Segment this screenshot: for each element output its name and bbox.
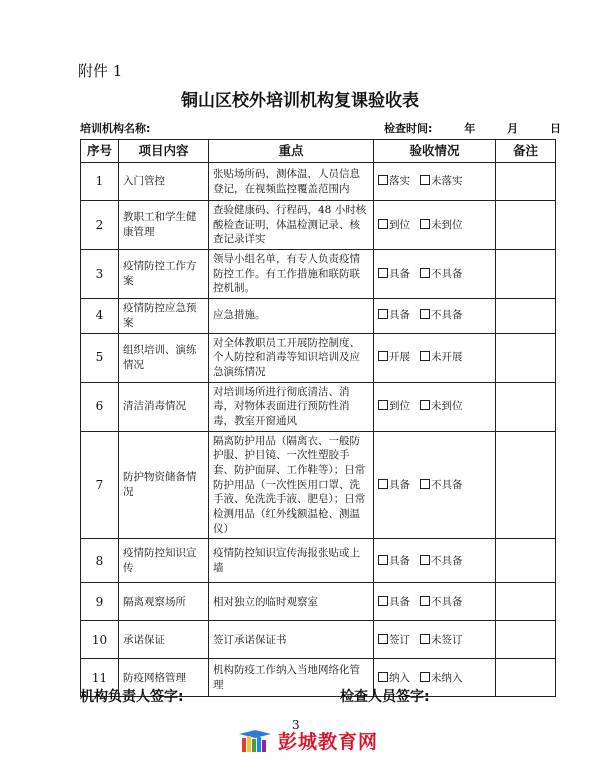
table-row (81, 333, 556, 382)
row-item: 承诺保证 (119, 621, 209, 659)
row-check-options (374, 201, 496, 250)
row-item: 入门管控 (119, 163, 209, 201)
check-time-line (384, 120, 561, 136)
col-header-key: 重点 (209, 140, 374, 163)
row-remark[interactable] (496, 333, 556, 382)
row-number: 8 (81, 539, 119, 583)
table-row (81, 163, 556, 201)
check-option-pass[interactable]: 具备 (378, 309, 410, 321)
inspection-table (80, 139, 556, 697)
check-option-fail[interactable]: 未到位 (420, 400, 463, 412)
table-row (81, 583, 556, 621)
check-option-pass[interactable]: 开展 (378, 351, 410, 363)
check-option-fail[interactable]: 不具备 (420, 268, 463, 280)
row-number: 5 (81, 333, 119, 382)
check-option-pass[interactable]: 纳入 (378, 672, 410, 684)
check-option-pass[interactable]: 具备 (378, 479, 410, 491)
row-key-points: 隔离防护用品（隔离衣、一般防护服、护目镜、一次性塑胶手套、防护面屏、工作鞋等）；日常防护用品（一次性医用口罩、洗手液、免洗洗手液、肥皂）；日常检测用品（红外线额温枪、测温仪） (209, 431, 374, 539)
checkbox-icon[interactable] (378, 309, 388, 319)
row-remark[interactable] (496, 659, 556, 697)
check-time-label: 检查时间: (384, 122, 433, 135)
checkbox-icon[interactable] (420, 175, 430, 185)
row-key-points: 对培训场所进行彻底清洁、消毒，对物体表面进行预防性消毒，教室开窗通风 (209, 382, 374, 431)
table-header-row (81, 140, 556, 163)
checkbox-icon[interactable] (378, 479, 388, 489)
org-name-label: 培训机构名称: (80, 122, 151, 135)
row-key-points: 签订承诺保证书 (209, 621, 374, 659)
checkbox-icon[interactable] (378, 596, 388, 606)
row-key-points: 查验健康码、行程码，48 小时核酸检查证明，体温检测记录、核查记录详实 (209, 201, 374, 250)
row-remark[interactable] (496, 163, 556, 201)
table-row (81, 201, 556, 250)
checkbox-icon[interactable] (378, 175, 388, 185)
page-number: 3 (292, 718, 300, 732)
check-option-fail[interactable]: 未签订 (420, 634, 463, 646)
table-row (81, 539, 556, 583)
row-item: 防疫网格管理 (119, 659, 209, 697)
row-item: 清洁消毒情况 (119, 382, 209, 431)
checkbox-icon[interactable] (378, 555, 388, 565)
row-remark[interactable] (496, 201, 556, 250)
row-remark[interactable] (496, 621, 556, 659)
row-remark[interactable] (496, 382, 556, 431)
row-number: 4 (81, 299, 119, 333)
row-number: 9 (81, 583, 119, 621)
check-option-fail[interactable]: 未纳入 (420, 672, 463, 684)
check-option-pass[interactable]: 落实 (378, 175, 410, 187)
checkbox-icon[interactable] (378, 268, 388, 278)
row-key-points: 机构防疫工作纳入当地网络化管理 (209, 659, 374, 697)
row-number: 3 (81, 250, 119, 299)
row-check-options (374, 333, 496, 382)
checkbox-icon[interactable] (420, 596, 430, 606)
row-number: 2 (81, 201, 119, 250)
row-item: 教职工和学生健康管理 (119, 201, 209, 250)
checkbox-icon[interactable] (378, 672, 388, 682)
inspector-signature-label: 检查人员签字: (340, 689, 430, 705)
table-row (81, 250, 556, 299)
row-check-options (374, 382, 496, 431)
row-check-options (374, 250, 496, 299)
row-key-points: 对全体教职员工开展防控制度、个人防控和消毒等知识培训及应急演练情况 (209, 333, 374, 382)
check-option-fail[interactable]: 不具备 (420, 479, 463, 491)
row-remark[interactable] (496, 583, 556, 621)
row-item: 疫情防控应急预案 (119, 299, 209, 333)
check-option-fail[interactable]: 不具备 (420, 309, 463, 321)
row-remark[interactable] (496, 299, 556, 333)
check-option-pass[interactable]: 到位 (378, 219, 410, 231)
row-item: 疫情防控工作方案 (119, 250, 209, 299)
check-option-fail[interactable]: 不具备 (420, 555, 463, 567)
col-header-check: 验收情况 (374, 140, 496, 163)
row-remark[interactable] (496, 431, 556, 539)
checkbox-icon[interactable] (378, 219, 388, 229)
table-row (81, 299, 556, 333)
checkbox-icon[interactable] (420, 634, 430, 644)
checkbox-icon[interactable] (420, 351, 430, 361)
row-number: 7 (81, 431, 119, 539)
check-option-pass[interactable]: 具备 (378, 596, 410, 608)
row-check-options (374, 299, 496, 333)
row-key-points: 相对独立的临时观察室 (209, 583, 374, 621)
table-row (81, 621, 556, 659)
month-label: 月 (507, 122, 519, 135)
check-option-fail[interactable]: 未落实 (420, 175, 463, 187)
checkbox-icon[interactable] (420, 672, 430, 682)
check-option-fail[interactable]: 未到位 (420, 219, 463, 231)
row-check-options (374, 431, 496, 539)
checkbox-icon[interactable] (420, 268, 430, 278)
table-row (81, 382, 556, 431)
row-number: 11 (81, 659, 119, 697)
checkbox-icon[interactable] (420, 309, 430, 319)
row-key-points: 疫情防控知识宣传海报张贴或上墙 (209, 539, 374, 583)
col-header-no: 序号 (81, 140, 119, 163)
row-check-options (374, 163, 496, 201)
check-option-pass[interactable]: 到位 (378, 400, 410, 412)
check-option-fail[interactable]: 未开展 (420, 351, 463, 363)
watermark-text: 彭城教育网 (278, 730, 379, 753)
row-item: 隔离观察场所 (119, 583, 209, 621)
year-label: 年 (464, 122, 476, 135)
row-check-options (374, 539, 496, 583)
check-option-pass[interactable]: 具备 (378, 555, 410, 567)
check-option-pass[interactable]: 具备 (378, 268, 410, 280)
checkbox-icon[interactable] (378, 634, 388, 644)
row-item: 疫情防控知识宣传 (119, 539, 209, 583)
row-check-options (374, 583, 496, 621)
row-key-points: 张贴场所码，测体温，人员信息登记，在视频监控覆盖范围内 (209, 163, 374, 201)
form-title: 铜山区校外培训机构复课验收表 (181, 91, 419, 111)
row-remark[interactable] (496, 250, 556, 299)
row-key-points: 领导小组名单，有专人负责疫情防控工作。有工作措施和联防联控机制。 (209, 250, 374, 299)
row-item: 防护物资储备情况 (119, 431, 209, 539)
watermark-logo (236, 726, 378, 754)
row-remark[interactable] (496, 539, 556, 583)
row-number: 10 (81, 621, 119, 659)
books-logo-icon (236, 726, 274, 754)
row-key-points: 应急措施。 (209, 299, 374, 333)
checkbox-icon[interactable] (378, 351, 388, 361)
row-item: 组织培训、演练情况 (119, 333, 209, 382)
checkbox-icon[interactable] (420, 400, 430, 410)
row-check-options (374, 621, 496, 659)
checkbox-icon[interactable] (420, 479, 430, 489)
col-header-remark: 备注 (496, 140, 556, 163)
checkbox-icon[interactable] (420, 555, 430, 565)
org-head-signature-label: 机构负责人签字: (80, 689, 184, 705)
row-number: 1 (81, 163, 119, 201)
row-number: 6 (81, 382, 119, 431)
check-option-pass[interactable]: 签订 (378, 634, 410, 646)
checkbox-icon[interactable] (378, 400, 388, 410)
day-label: 日 (549, 122, 561, 135)
checkbox-icon[interactable] (420, 219, 430, 229)
col-header-item: 项目内容 (119, 140, 209, 163)
attachment-label: 附件 1 (78, 62, 123, 80)
check-option-fail[interactable]: 不具备 (420, 596, 463, 608)
table-row (81, 431, 556, 539)
